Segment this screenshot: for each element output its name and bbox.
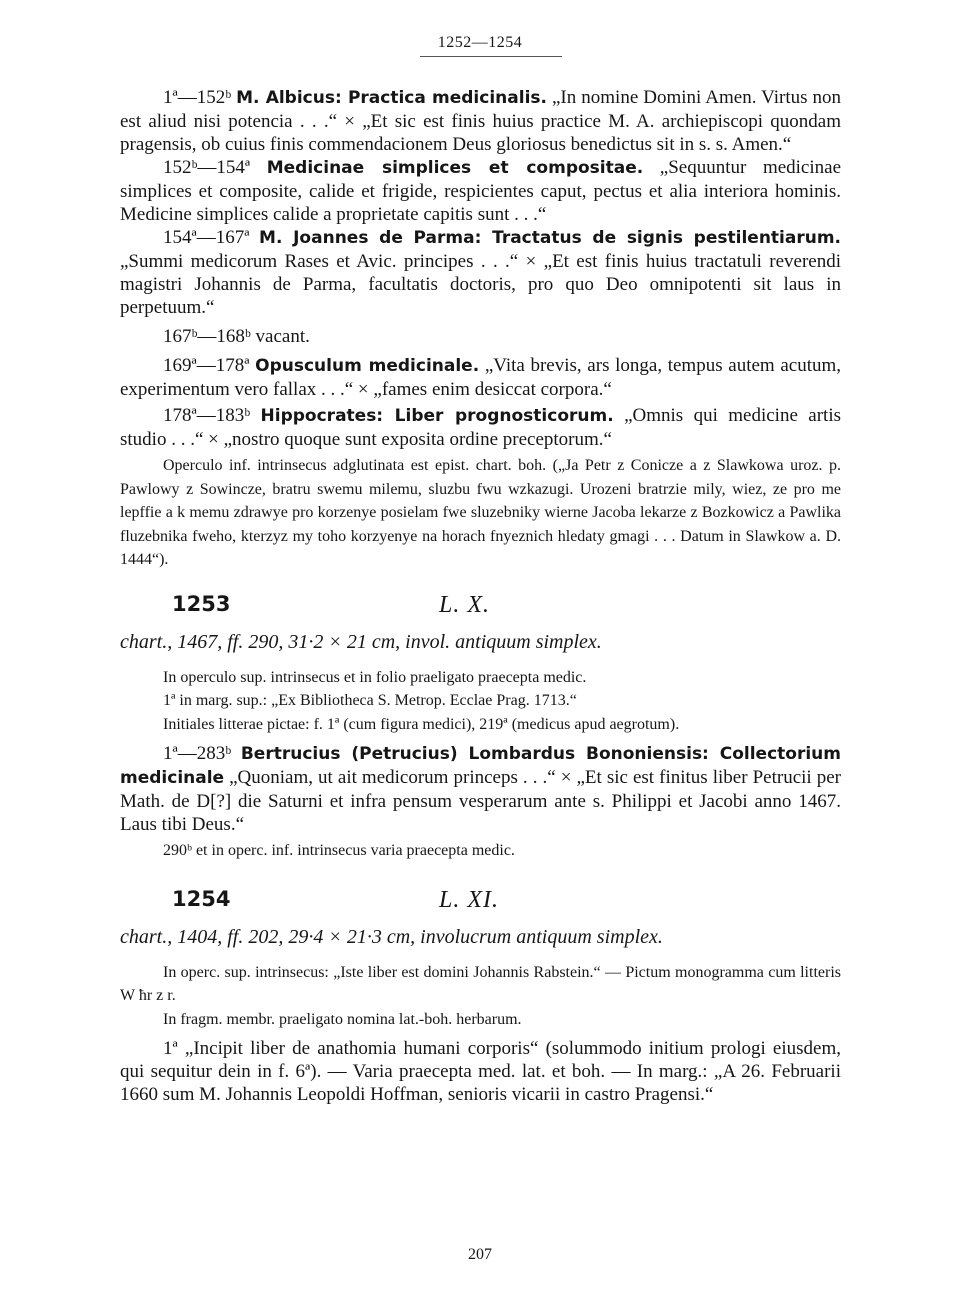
- item-paragraph: [120, 325, 841, 348]
- page-number: 207: [468, 1246, 492, 1263]
- item-text: vacant.: [250, 326, 310, 347]
- work-title: Bertrucius (Petrucius) Lombardus Bononiensis: Collectorium medicinale: [120, 744, 841, 788]
- folio-ref: 1ª—152ᵇ: [163, 87, 232, 108]
- codex-note: Operculo inf. intrinsecus adglutinata est epist. chart. boh. („Ja Petr z Conicze a z Slawkowa uroz. p. Pawlowy z Sowincze, bratru swemu milemu, sluzbu fwu wzkazugi. Urozeni bratrzie mily, wiez, ze pro me lepffie a k memu zdrawye pro korzenye posielam fwe sluzebniky wierne Jacoba lekarze z Bozkowicz a Pawlika fluzebnika fweho, kterzyz my toho korzyenye na horach fnyeznich hledaty gmagi . . . Datum in Slawkow a. D. 1444“).: [120, 457, 841, 568]
- codex-note: 1ª in marg. sup.: „Ex Bibliotheca S. Metrop. Ecclae Prag. 1713.“: [163, 692, 577, 709]
- folio-ref: 178ª—183ᵇ: [163, 405, 251, 426]
- codex-note: 290ᵇ et in operc. inf. intrinsecus varia praecepta medic.: [163, 842, 515, 859]
- entry-number: 1254: [172, 886, 231, 911]
- item-paragraph: [120, 156, 841, 226]
- entry-heading: [120, 887, 841, 919]
- running-header: 1252—1254: [437, 34, 523, 51]
- item-text: „Omnis qui medicine artis studio . . .“ × „nostro quoque sunt exposita ordine preceptorum.“: [120, 405, 842, 450]
- body-text: [120, 86, 841, 1106]
- work-title: M. Albicus: Practica medicinalis.: [236, 88, 547, 108]
- folio-ref: 152ᵇ—154ª: [163, 157, 251, 178]
- work-title: Opusculum medicinale.: [255, 356, 480, 376]
- codex-note: Initiales litterae pictae: f. 1ª (cum figura medici), 219ª (medicus apud aegrotum).: [163, 715, 680, 733]
- shelf-mark: L. XI.: [439, 886, 499, 913]
- item-paragraph: [120, 354, 841, 401]
- codex-note: In fragm. membr. praeligato nomina lat.-boh. herbarum.: [163, 1010, 522, 1028]
- item-text: „In nomine Domini Amen. Virtus non est aliud nisi potencia . . .“ × „Et sic est finis huius practice M. A. archiepiscopi quondam pragensis, ob cuius finis commendacionem Deus gloriosus benedictus sit in s. s. Amen.“: [120, 87, 841, 155]
- item-text: „Summi medicorum Rases et Avic. principes . . .“ × „Et est finis huius tractatuli reverendi magistri Johannis de Parma, facultatis doctoris, pro quo Deo omnipotenti sit laus in perpetuum.“: [120, 251, 841, 318]
- work-title: M. Joannes de Parma: Tractatus de signis pestilentiarum.: [259, 228, 841, 248]
- item-paragraph: [120, 226, 841, 319]
- codex-description: chart., 1467, ff. 290, 31·2 × 21 cm, invol. antiquum simplex.: [120, 630, 602, 653]
- entry-heading: [120, 592, 841, 624]
- item-paragraph: 1ª „Incipit liber de anathomia humani corporis“ (solummodo initium prologi eiusdem, qui sequitur dein in f. 6ª). — Varia praecepta med. lat. et boh. — In marg.: „A 26. Februarii 1660 sum M. Johannis Leopoldi Hoffman, senioris vicarii in castro Pragensi.“: [120, 1038, 841, 1105]
- work-title: Hippocrates: Liber prognosticorum.: [260, 406, 614, 426]
- header-rule: [420, 56, 562, 57]
- folio-ref: 154ª—167ª: [163, 227, 250, 248]
- folio-ref: 167ᵇ—168ᵇ: [163, 326, 251, 347]
- codex-description: chart., 1404, ff. 202, 29·4 × 21·3 cm, involucrum antiquum simplex.: [120, 925, 663, 948]
- item-text: „Quoniam, ut ait medicorum princeps . . .“ × „Et sic est finitus liber Petrucii per Math. de D[?] die Saturni et infra pensum vesperarum ante s. Philippi et Jacobi anno 1467. Laus tibi Deus.“: [120, 767, 841, 835]
- codex-note: In operc. sup. intrinsecus: „Iste liber est domini Johannis Rabstein.“ — Pictum monogramma cum litteris W ħr z r.: [120, 963, 841, 1004]
- folio-ref: 1ª—283ᵇ: [163, 743, 232, 764]
- codex-note: In operculo sup. intrinsecus et in folio praeligato praecepta medic.: [163, 668, 587, 686]
- shelf-mark: L. X.: [439, 591, 491, 618]
- item-paragraph: [120, 742, 841, 836]
- item-text: „Vita brevis, ars longa, tempus autem acutum, experimentum vero fallax . . .“ × „fames enim desiccat corpora.“: [120, 355, 842, 400]
- folio-ref: 169ª—178ª: [163, 355, 250, 376]
- item-text: „Sequuntur medicinae simplices et composite, calide et frigide, respicientes caput, pectus et alia interiora hominis. Medicine simplices calide a proprietate capitis sunt . . .“: [120, 157, 842, 225]
- item-paragraph: [120, 404, 841, 451]
- entry-number: 1253: [172, 591, 231, 616]
- work-title: Medicinae simplices et compositae.: [266, 158, 644, 178]
- item-paragraph: [120, 86, 841, 156]
